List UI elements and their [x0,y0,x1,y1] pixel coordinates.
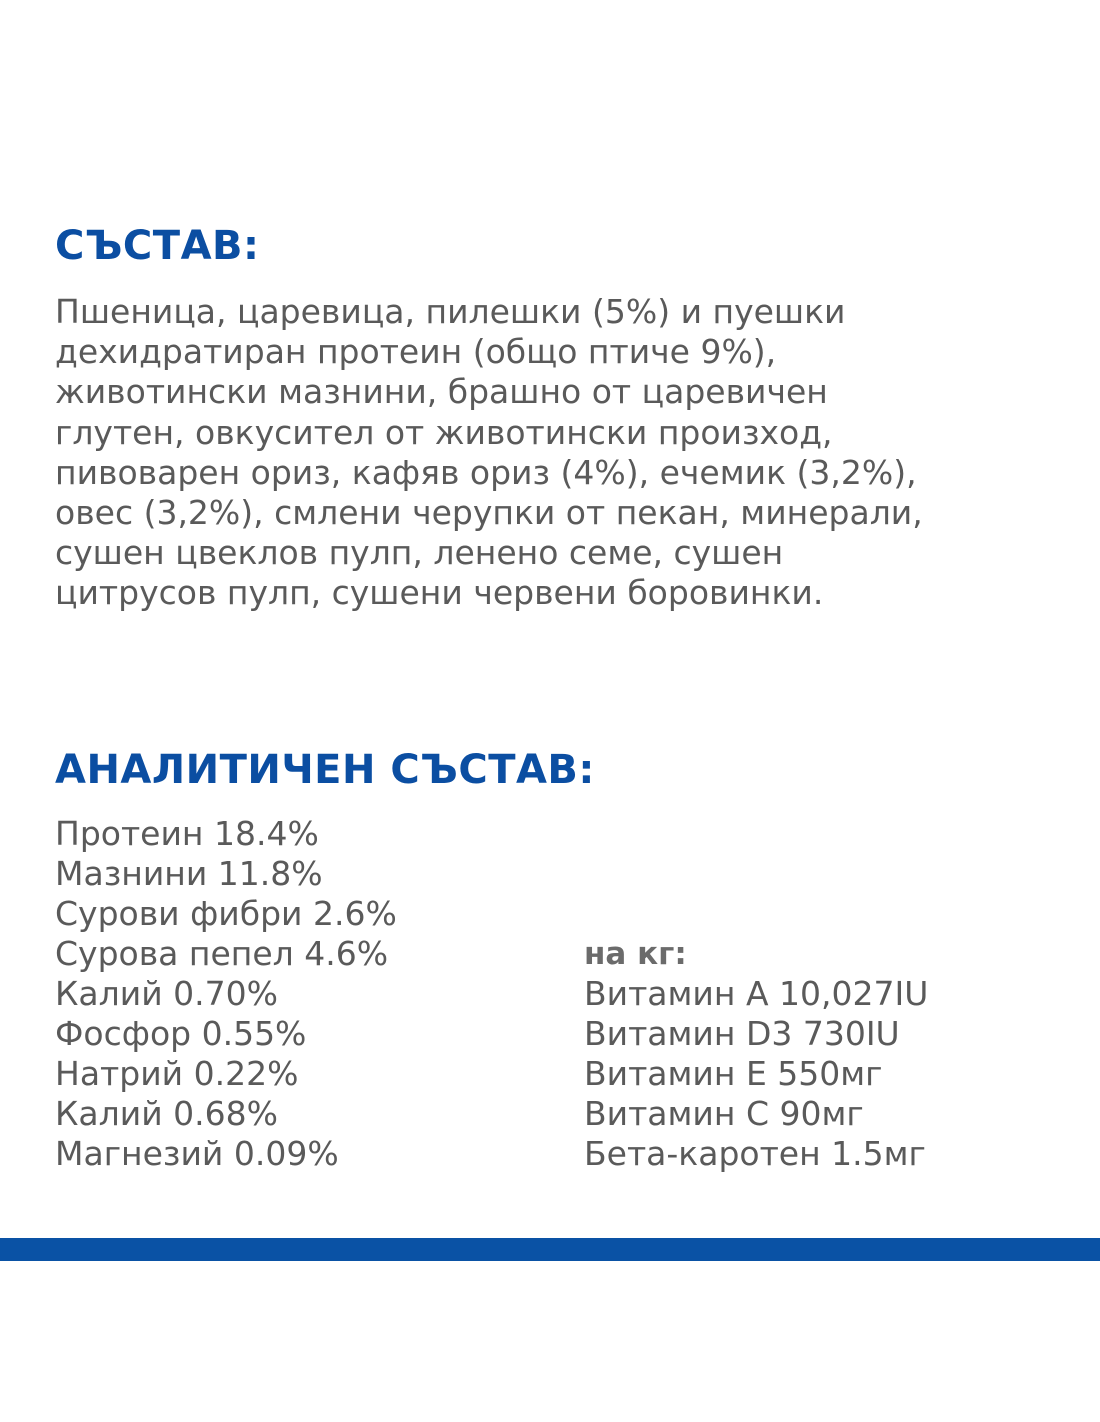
vitamins-list [584,974,928,1174]
ingredients-line: овес (3,2%), смлени черупки от пекан, минерали, [55,493,923,533]
composition-heading: СЪСТАВ: [55,223,260,269]
vitamin-item: Витамин С 90мг [584,1094,864,1133]
analytic-list [55,814,397,1174]
analytic-item: Мазнини 11.8% [55,854,323,893]
ingredients-line: глутен, овкусител от животински произход, [55,412,833,452]
footer-stripe [0,1238,1100,1261]
analytic-item: Калий 0.70% [55,974,278,1013]
analytic-composition-heading: АНАЛИТИЧЕН СЪСТАВ: [55,747,595,793]
ingredients-line: сушен цвеклов пулп, ленено семе, сушен [55,533,784,573]
vitamin-item: Бета-каротен 1.5мг [584,1134,926,1173]
vitamins-block [584,934,928,1174]
ingredients-line: Пшеница, царевица, пилешки (5%) и пуешки [55,292,846,331]
analytic-item: Протеин 18.4% [55,814,319,853]
analytic-item: Фосфор 0.55% [55,1014,307,1053]
vitamin-item: Витамин А 10,027IU [584,974,929,1013]
vitamin-item: Витамин D3 730IU [584,1014,900,1053]
analytic-item: Сурова пепел 4.6% [55,934,389,973]
ingredients-line: цитрусов пулп, сушени червени боровинки. [55,573,824,613]
analytic-item: Магнезий 0.09% [55,1134,339,1173]
analytic-item: Калий 0.68% [55,1094,278,1133]
vitamin-item: Витамин Е 550мг [584,1054,883,1093]
ingredients-line: животински мазнини, брашно от царевичен [55,372,828,412]
analytic-item: Натрий 0.22% [55,1054,299,1093]
ingredients-line: пивоварен ориз, кафяв ориз (4%), ечемик (3,2%), [55,452,917,492]
ingredients-line: дехидратиран протеин (общо птиче 9%), [55,332,777,372]
per-kg-label: на кг: [584,936,687,972]
ingredients-text [55,292,1045,614]
analytic-item: Сурови фибри 2.6% [55,894,397,933]
